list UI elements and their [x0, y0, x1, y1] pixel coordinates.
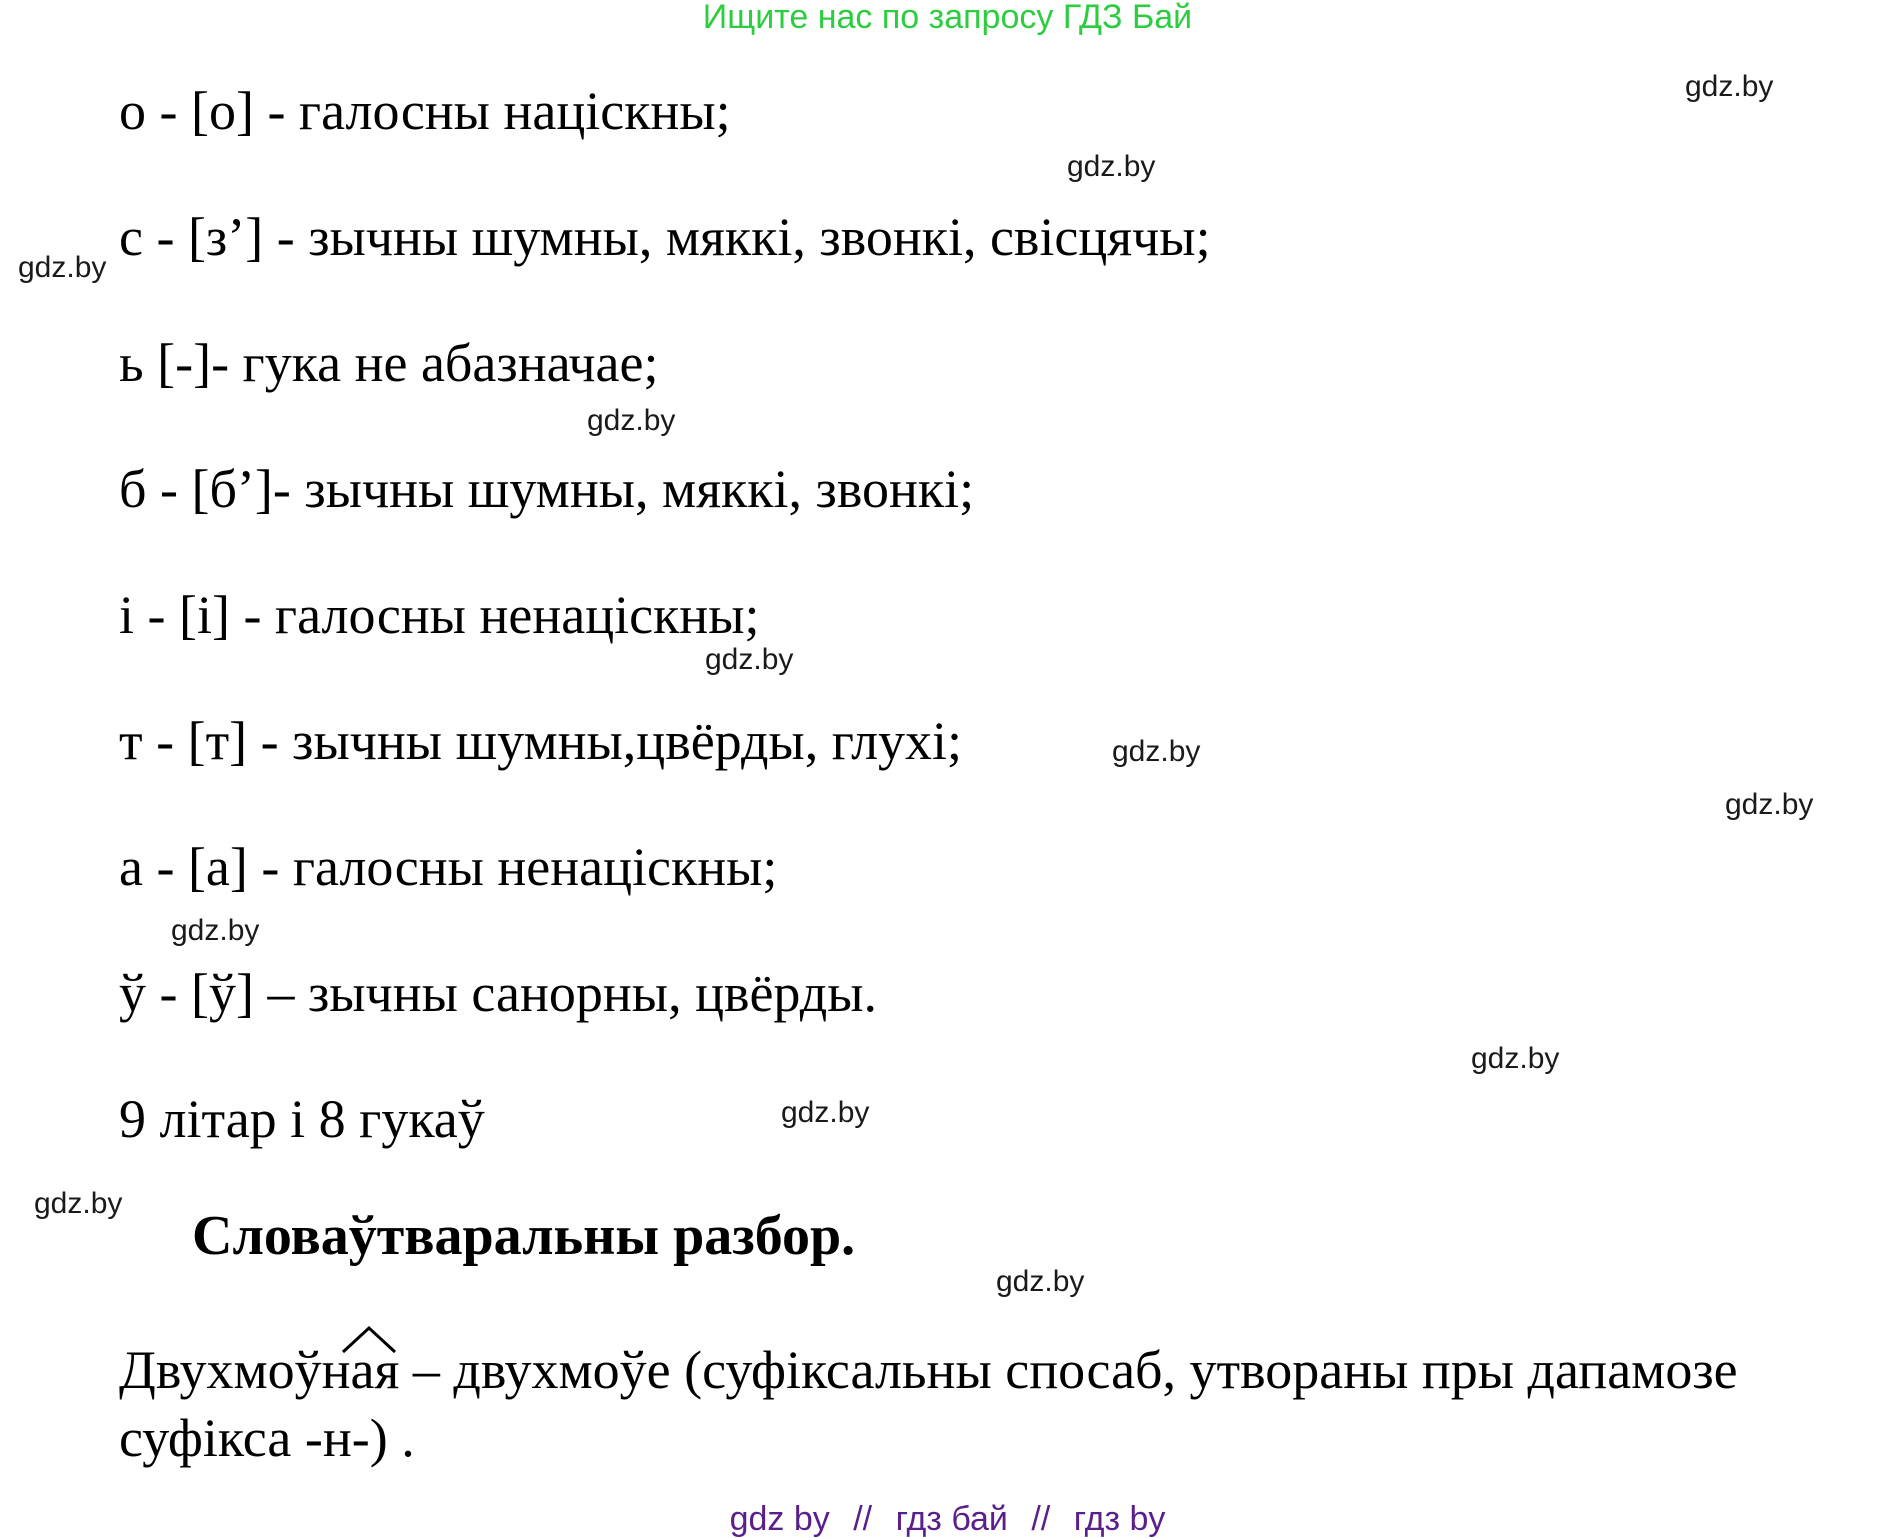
phoneme-line-o: о - [о] - галосны націскны;	[119, 81, 731, 141]
watermark: gdz.by	[1112, 735, 1201, 768]
bottom-banner-separator: //	[1031, 1500, 1051, 1538]
bottom-banner-part: гдз by	[1073, 1500, 1166, 1538]
phoneme-line-b: б - [б’]- зычны шумны, мяккі, звонкі;	[119, 459, 975, 519]
watermark: gdz.by	[1471, 1042, 1560, 1075]
phoneme-line-t: т - [т] - зычны шумны,цвёрды, глухі;	[119, 711, 963, 771]
watermark: gdz.by	[18, 251, 107, 284]
watermark: gdz.by	[781, 1096, 870, 1129]
phoneme-line-soft-sign: ь [-]- гука не абазначае;	[119, 333, 659, 393]
bottom-banner-part: гдз бай	[895, 1500, 1008, 1538]
bottom-banner-separator: //	[853, 1500, 873, 1538]
watermark: gdz.by	[1725, 788, 1814, 821]
watermark: gdz.by	[1067, 150, 1156, 183]
phoneme-line-i: і - [і] - галосны ненаціскны;	[119, 585, 760, 645]
watermark: gdz.by	[171, 914, 260, 947]
watermark: gdz.by	[587, 404, 676, 437]
phoneme-line-a: а - [а] - галосны ненаціскны;	[119, 837, 778, 897]
bottom-banner	[0, 1502, 1895, 1536]
top-banner: Ищите нас по запросу ГДЗ Бай	[702, 0, 1193, 36]
bottom-banner-part: gdz by	[729, 1500, 830, 1538]
letters-sounds-summary: 9 літар і 8 гукаў	[119, 1089, 485, 1149]
word-formation-paragraph: Двухмоўная – двухмоўе (суфіксальны спосаб, утвораны пры дапамозе суфікса -н-) .	[119, 1340, 1738, 1468]
watermark: gdz.by	[34, 1187, 123, 1220]
watermark: gdz.by	[705, 643, 794, 676]
watermark: gdz.by	[996, 1265, 1085, 1298]
phoneme-line-u-short: ў - [ў] – зычны санорны, цвёрды.	[119, 963, 877, 1023]
section-heading: Словаўтваральны разбор.	[192, 1205, 856, 1267]
phoneme-line-s: с - [з’] - зычны шумны, мяккі, звонкі, свісцячы;	[119, 207, 1211, 267]
watermark: gdz.by	[1685, 70, 1774, 103]
